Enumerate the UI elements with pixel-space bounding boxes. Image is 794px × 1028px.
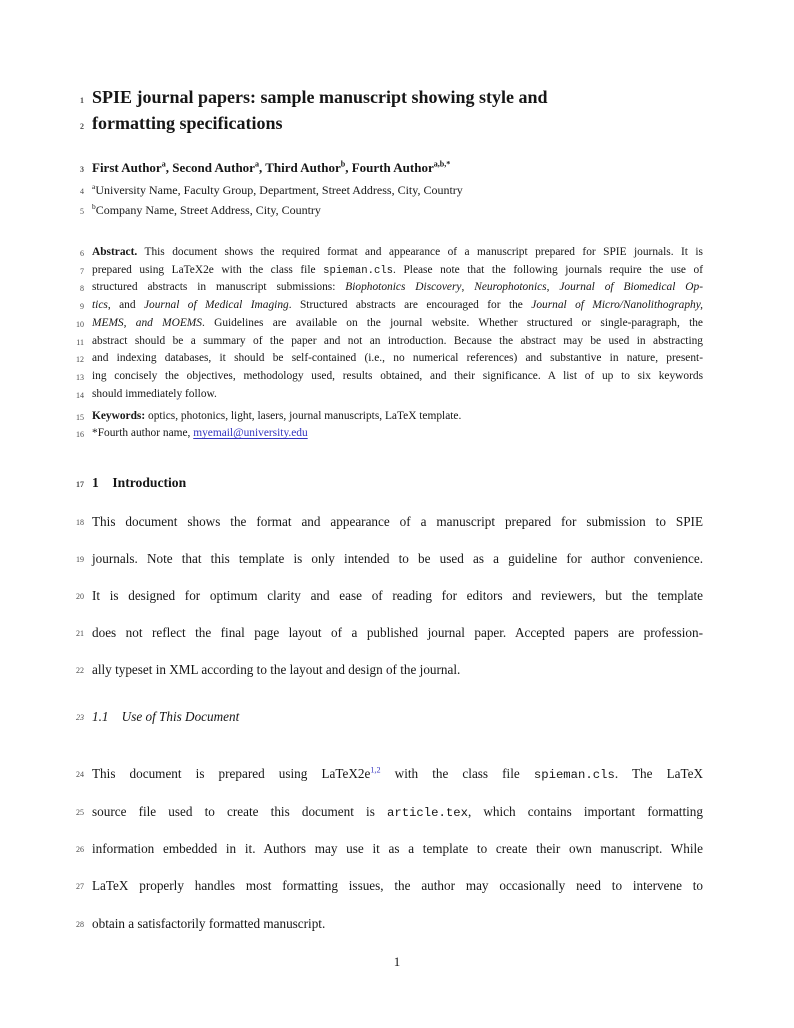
text-segment: LaTeX properly handles most formatting issues, the author may occasionally need to intervene to [92,878,703,893]
text-segment: with the class file [380,766,534,781]
doc-line [0,370,794,382]
line-number: 18 [76,518,84,527]
line-number: 26 [76,845,84,854]
subsection-heading [92,709,703,725]
superscript-marker: a [161,159,166,169]
doc-line [0,551,794,567]
text-segment: , Second Author [165,160,255,175]
abstract-line [92,335,703,347]
italic-segment: tics [92,299,108,312]
line-number: 1 [80,96,84,105]
doc-line [0,427,794,439]
doc-line [0,246,794,258]
doc-line [0,410,794,422]
affiliation-line [92,183,703,198]
doc-line [0,281,794,293]
keywords-line [92,410,703,422]
text-segment: . The LaTeX [614,766,704,781]
body-line [92,551,703,567]
doc-line [0,475,794,491]
doc-line [0,804,794,820]
abstract-line [92,299,703,311]
line-number: 22 [76,666,84,675]
abstract-line [92,388,703,400]
email-link[interactable]: myemail@university.edu [193,427,308,439]
line-number: 15 [76,412,84,422]
affiliation-line [92,203,703,218]
text-segment: prepared using LaTeX2e with the class file [92,263,324,276]
doc-line [0,625,794,641]
line-number: 24 [76,770,84,779]
doc-line [0,709,794,725]
doc-line [0,203,794,218]
doc-line [0,662,794,678]
text-segment: This document shows the format and appearance of a manuscript prepared for submission to SPIE [92,514,703,529]
text-segment: source file used to create this document is [92,804,387,819]
abstract-line [92,281,703,293]
title-line [92,87,703,108]
doc-line [0,514,794,530]
text-segment: structured abstracts in manuscript submissions: [92,281,346,294]
superscript-marker: b [340,159,346,169]
bold-segment: Abstract. [92,246,138,258]
text-segment: journals. Note that this template is only intended to be used as a guideline for author convenience. [92,551,703,566]
italic-segment: Biophotonics Discovery [345,281,462,294]
title-line [92,113,703,134]
doc-line [0,841,794,857]
line-number: 19 [76,555,84,564]
doc-line [0,317,794,329]
doc-line [0,878,794,894]
italic-segment: Journal of Biomedical Op- [559,281,703,294]
line-number: 8 [80,284,84,294]
text-segment: abstract should be a summary of the paper and not an introduction. Because the abstract may be used in abstracting [92,334,703,347]
text-segment: 1 Introduction [92,475,187,490]
body-line [92,766,703,782]
doc-line [0,916,794,932]
line-number: 9 [80,302,84,312]
line-number: 21 [76,629,84,638]
line-number: 17 [76,480,84,489]
body-line [92,514,703,530]
doc-line [0,264,794,277]
text-segment: 1.1 Use of This Document [92,709,240,724]
line-number: 11 [76,337,84,347]
text-segment: . Guidelines are available on the journal website. Whether structured or single-paragraph, the [201,316,703,329]
text-segment: This document is prepared using LaTeX2e [92,766,371,781]
doc-line [0,352,794,364]
line-number: 10 [76,319,84,329]
code-inline: spieman.cls [533,768,615,782]
line-number: 4 [80,187,84,196]
line-number: 2 [80,122,84,131]
authors-line [92,160,703,176]
text-segment: . Please note that the following journals require the use of [393,263,703,276]
text-segment: , Third Author [258,160,341,175]
correspondence-line [92,427,703,439]
citation-link[interactable]: 1,2 [370,765,381,775]
doc-line [0,388,794,400]
text-segment: obtain a satisfactorily formatted manuscript. [92,916,326,931]
line-number: 13 [76,372,84,382]
body-line [92,804,703,820]
body-line [92,916,703,932]
abstract-line [92,317,703,329]
text-segment: information embedded in it. Authors may use it as a template to create their own manuscript. While [92,841,703,856]
line-number: 16 [76,430,84,439]
text-segment: Company Name, Street Address, City, Country [95,203,321,217]
section-heading [92,475,703,491]
text-segment: It is designed for optimum clarity and ease of reading for editors and reviewers, but the template [92,588,703,603]
abstract-line [92,264,703,277]
text-segment: should immediately follow. [92,387,217,400]
text-segment: ing concisely the objectives, methodology used, results obtained, and their significance. A list of up to six keywords [92,369,703,382]
italic-segment: Journal of Medical Imaging [143,299,289,312]
text-segment: and indexing databases, it should be self-contained (i.e., no numerical references) and substantive in nature, present- [92,352,703,365]
body-line [92,588,703,604]
text-segment: does not reflect the final page layout of a published journal paper. Accepted papers are profession- [92,625,703,640]
doc-line [0,183,794,198]
text-segment: , [461,281,475,294]
doc-line [0,299,794,311]
line-number: 27 [76,882,84,891]
italic-segment: MEMS, and MOEMS [92,316,202,329]
bold-segment: Keywords: [92,409,146,422]
text-segment: University Name, Faculty Group, Department, Street Address, City, Country [95,183,463,197]
line-number: 25 [76,808,84,817]
abstract-line [92,246,703,258]
line-number: 3 [80,165,84,174]
doc-line [0,113,794,134]
text-segment: This document shows the required format and appearance of a manuscript prepared for SPIE journals. It is [137,246,703,258]
body-line [92,841,703,857]
line-number: 6 [80,249,84,258]
text-segment: optics, photonics, light, lasers, journal manuscripts, LaTeX template. [145,409,462,422]
line-number: 7 [80,266,84,276]
italic-segment: Journal of Micro/Nanolithography, [531,299,703,312]
text-segment: *Fourth author name, [92,427,194,439]
text-segment: , and [107,299,144,312]
text-segment: , Fourth Author [345,160,434,175]
superscript-marker: b [92,202,96,211]
abstract-line [92,370,703,382]
text-segment: SPIE journal papers: sample manuscript showing style and [92,87,548,107]
line-number: 23 [76,713,84,722]
doc-line [0,588,794,604]
code-inline: spieman.cls [323,264,394,277]
abstract-line [92,352,703,364]
text-segment: First Author [92,160,162,175]
line-number: 12 [76,355,84,365]
line-number: 5 [80,207,84,216]
text-segment: formatting specifications [92,113,283,133]
superscript-marker: a [92,182,96,191]
line-number: 20 [76,592,84,601]
body-line [92,662,703,678]
text-segment: , [546,281,560,294]
code-inline: article.tex [386,806,468,820]
text-segment: , which contains important formatting [467,804,703,819]
page-number: 1 [393,954,401,969]
italic-segment: Neurophotonics [474,281,547,294]
doc-line [0,766,794,782]
superscript-marker: a,b,* [433,159,451,169]
body-line [92,878,703,894]
doc-line [0,87,794,108]
doc-line [0,335,794,347]
doc-line [0,160,794,176]
text-segment: . Structured abstracts are encouraged for the [288,299,532,312]
superscript-marker: a [254,159,259,169]
line-number: 14 [76,390,84,400]
text-segment: ally typeset in XML according to the layout and design of the journal. [92,662,461,677]
body-line [92,625,703,641]
line-number: 28 [76,920,84,929]
